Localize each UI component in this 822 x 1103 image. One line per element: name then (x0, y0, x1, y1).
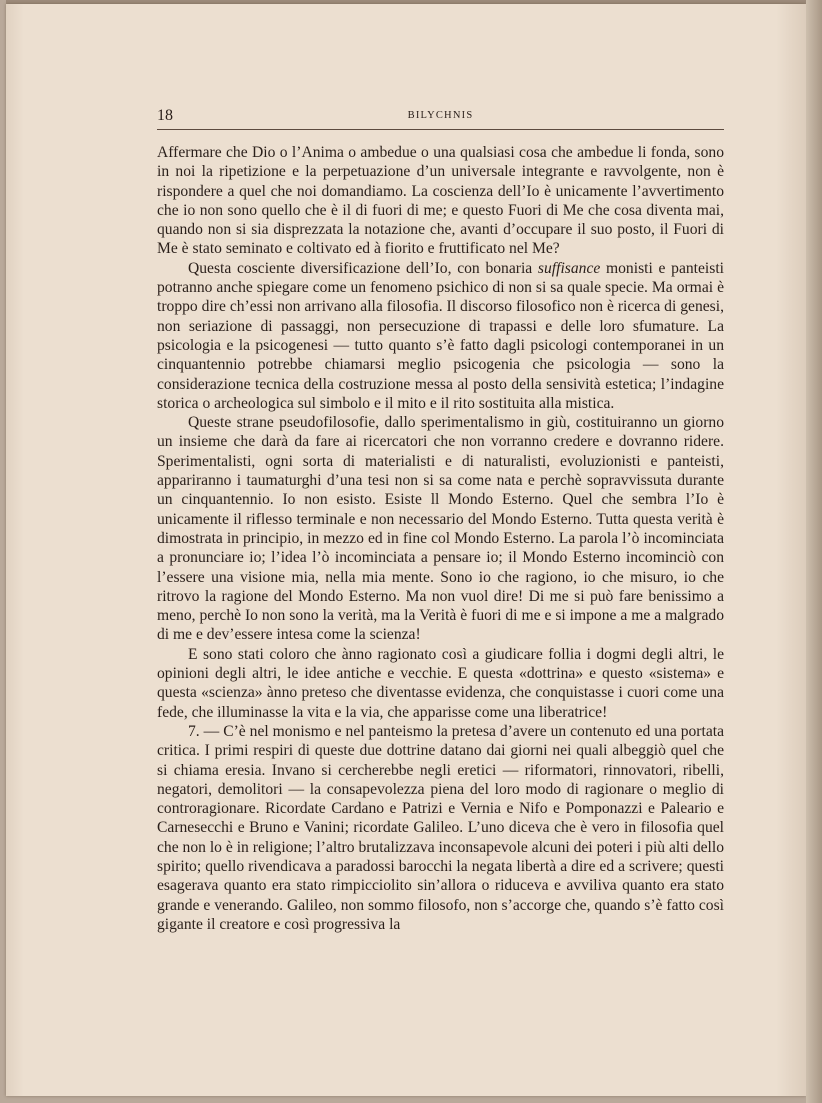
page-edge (806, 0, 822, 1103)
paragraph (157, 259, 724, 413)
paragraph-text: Questa cosciente diversificazione dell’Io, con bonaria (188, 259, 538, 277)
page-number: 18 (157, 107, 173, 124)
paragraph-text: 7. — C’è nel monismo e nel panteismo la pretesa d’avere un contenuto ed una portata critica. I primi respiri di queste due dottrine datano dai giorni nei quali albeggiò quel che si chiama eresia. Invano si cercherebbe negli eretici — riformatori, rinnovatori, ribelli, negatori, demolitori — la consapevolezza piena del loro modo di ragionare o meglio di controragionare. Ricordate Cardano e Patrizi e Vernia e Nifo e Pomponazzi e Paleario e Carnesecchi e Bruno e Vanini; ricordate Galileo. L’uno diceva che è vero in filosofia quel che non lo è in religione; l’altro brutalizzava inconsapevole alcuni dei poteri i più alti dello spirito; quello rivendicava a paradossi barocchi la negata libertà a dire ed a scrivere; questi esagerava quanto era stato rimpicciolito sin’allora o riduceva e avviliva quanto era stato grande e venerando. Galileo, non sommo filosofo, non s’accorge che, quando s’è fatto così gigante il creatore e così progressiva la (157, 722, 724, 933)
paragraph (157, 645, 724, 722)
running-title: BILYCHNIS (407, 110, 474, 121)
paragraph-text: Queste strane pseudofilosofie, dallo sperimentalismo in giù, costituiranno un giorno un insieme che darà da fare ai ricercatori che non vorranno credere e dovranno ridere. Sperimentalisti, ogni sorta di materialisti e di naturalisti, evoluzionisti e panteisti, appariranno i taumaturghi d’una tesi non si sa come nata e perchè sopravvissuta durante un cinquantennio. Io non esisto. Esiste ll Mondo Esterno. Quel che sembra l’Io è unicamente il riflesso terminale e non necessario del Mondo Esterno. Tutta questa verità è dimostrata in principio, in mezzo ed in fine col Mondo Esterno. La parola l’ò incominciata a pronunciare io; l’idea l’ò incominciata a pensare io; il Mondo Esterno incominciò con l’essere una visione mia, nella mia mente. Sono io che ragiono, io che misuro, io che ritrovo la ragione del Mondo Esterno. Ma non vuol dire! Di me si può fare benissimo a meno, perchè Io non sono la verità, ma la Verità è fuori di me e si impone a me a malgrado di me e dev’essere intesa come la scienza! (157, 414, 724, 644)
paragraph (157, 722, 724, 934)
paragraph (157, 413, 724, 645)
body-text (157, 143, 724, 934)
page-header (157, 107, 724, 130)
italic-term: suffisance (537, 259, 601, 277)
paragraph-text: E sono stati coloro che ànno ragionato così a giudicare follia i dogmi degli altri, le opinioni degli altri, le idee antiche e vecchie. E questa «dottrina» e questo «sistema» e questa «scienza» ànno preteso che diventasse evidenza, che conquistasse i cuori come una fede, che illuminasse la vita e la via, che apparisse come una liberatrice! (157, 645, 724, 721)
paragraph (157, 143, 724, 259)
paragraph-text: monisti e panteisti potranno anche spiegare come un fenomeno psichico di non si sa quale specie. Ma ormai è troppo dire ch’essi non arrivano alla filosofia. Il discorso filosofico non è ricerca di genesi, non seriazione di passaggi, non persecuzione di trapassi e delle loro sfumature. La psicologia e la psicogenesi — tutto quanto s’è fatto dagli psicologi contemporanei in un cinquantennio potrebbe chiamarsi meglio psicogenia che psicologia — sono la considerazione tecnica della costruzione messa al posto della sensività estetica; l’indagine storica o archeologica sul simbolo e il mito e il rito sostituita alla mistica. (157, 259, 724, 412)
paragraph-text: Affermare che Dio o l’Anima o ambedue o una qualsiasi cosa che ambedue li fonda, sono in noi la ripetizione e la perpetuazione d’un universale integrante e ravvolgente, non è rispondere a quel che noi domandiamo. La coscienza dell’Io è unicamente l’avvertimento che io non sono quello che è il di fuori di me; e questo Fuori di Me che cosa diventa mai, quando non si sia disprezzata la notazione che, avanti d’occupare il suo posto, il Fuori di Me è stato seminato e coltivato ed à fiorito e fruttificato nel Me? (157, 144, 724, 258)
